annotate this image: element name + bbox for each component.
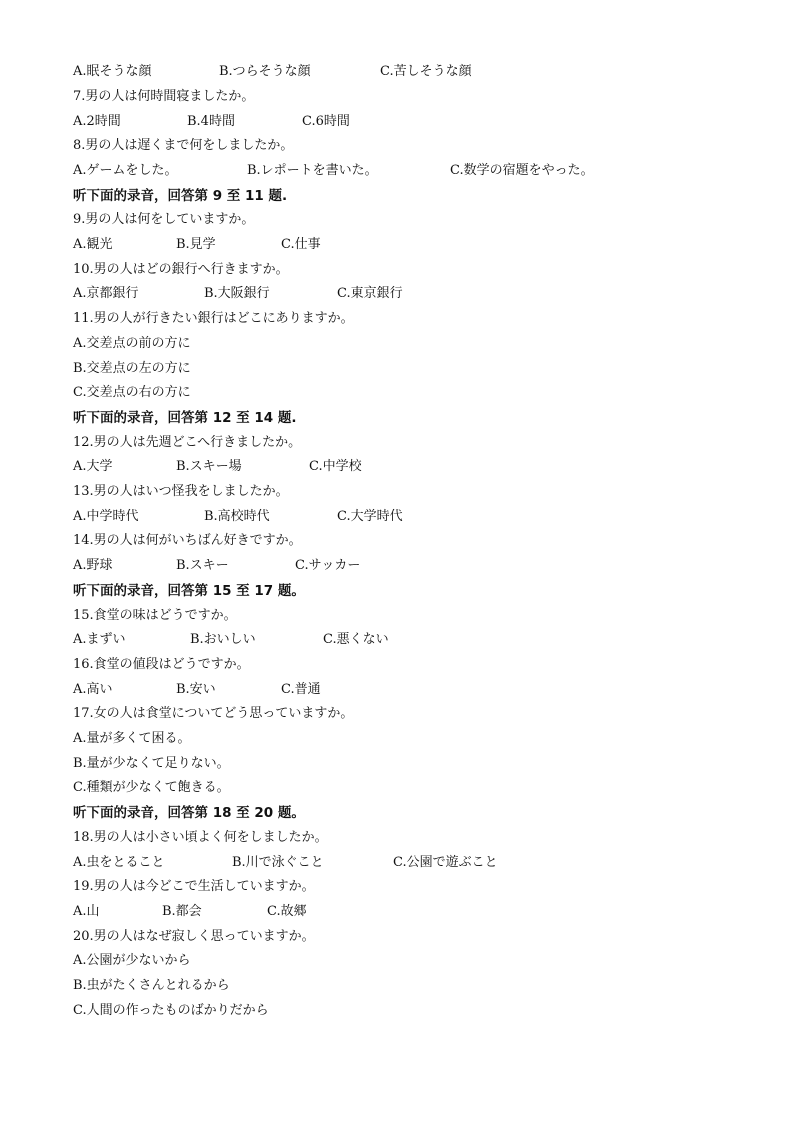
- q13-option-a[interactable]: A.中学時代: [73, 509, 139, 524]
- q9-option-a[interactable]: A.観光: [73, 237, 113, 252]
- q12-option-c[interactable]: C.中学校: [309, 459, 362, 474]
- q15-question: 15.食堂の味はどうですか。: [73, 608, 237, 623]
- q12-option-b[interactable]: B.スキー場: [176, 459, 242, 474]
- q12-question: 12.男の人は先週どこへ行きましたか。: [73, 435, 302, 450]
- q10-option-a[interactable]: A.京都銀行: [73, 286, 139, 301]
- q15-option-c[interactable]: C.悪くない: [323, 632, 389, 647]
- q16-option-c[interactable]: C.普通: [281, 682, 321, 697]
- q10-option-b[interactable]: B.大阪銀行: [204, 286, 270, 301]
- q11-question: 11.男の人が行きたい銀行はどこにありますか。: [73, 311, 354, 326]
- q6-option-c[interactable]: C.苦しそうな顔: [380, 64, 472, 79]
- q17-question: 17.女の人は食堂についてどう思っていますか。: [73, 706, 354, 721]
- q15-option-b[interactable]: B.おいしい: [190, 632, 256, 647]
- q20-question: 20.男の人はなぜ寂しく思っていますか。: [73, 929, 315, 944]
- q17-option-a[interactable]: A.量が多くて困る。: [73, 731, 191, 746]
- q10-question: 10.男の人はどの銀行へ行きますか。: [73, 262, 289, 277]
- q18-option-a[interactable]: A.虫をとること: [73, 855, 165, 870]
- q16-option-b[interactable]: B.安い: [176, 682, 216, 697]
- section-heading-12-14: 听下面的录音，回答第 12 至 14 题.: [73, 410, 297, 426]
- q13-option-c[interactable]: C.大学時代: [337, 509, 403, 524]
- q11-option-b[interactable]: B.交差点の左の方に: [73, 361, 191, 376]
- q19-option-a[interactable]: A.山: [73, 904, 100, 919]
- section-heading-15-17: 听下面的录音，回答第 15 至 17 题。: [73, 583, 305, 599]
- q9-question: 9.男の人は何をしていますか。: [73, 212, 255, 227]
- q18-option-b[interactable]: B.川で泳ぐこと: [232, 855, 324, 870]
- q14-option-b[interactable]: B.スキー: [176, 558, 229, 573]
- q19-question: 19.男の人は今どこで生活していますか。: [73, 879, 315, 894]
- q7-question: 7.男の人は何時間寝ましたか。: [73, 89, 255, 104]
- q20-option-b[interactable]: B.虫がたくさんとれるから: [73, 978, 230, 993]
- q14-question: 14.男の人は何がいちばん好きですか。: [73, 533, 302, 548]
- q18-option-c[interactable]: C.公園で遊ぶこと: [393, 855, 498, 870]
- q18-question: 18.男の人は小さい頃よく何をしましたか。: [73, 830, 328, 845]
- q7-option-c[interactable]: C.6時間: [302, 114, 350, 129]
- q10-option-c[interactable]: C.東京銀行: [337, 286, 403, 301]
- q8-option-c[interactable]: C.数学の宿題をやった。: [450, 163, 594, 178]
- q8-option-b[interactable]: B.レポートを書いた。: [247, 163, 378, 178]
- q11-option-a[interactable]: A.交差点の前の方に: [73, 336, 191, 351]
- q14-option-c[interactable]: C.サッカー: [295, 558, 361, 573]
- q9-option-b[interactable]: B.見学: [176, 237, 216, 252]
- q8-option-a[interactable]: A.ゲームをした。: [73, 163, 178, 178]
- q20-option-a[interactable]: A.公園が少ないから: [73, 953, 191, 968]
- q8-question: 8.男の人は遅くまで何をしましたか。: [73, 138, 294, 153]
- q19-option-b[interactable]: B.都会: [162, 904, 202, 919]
- q15-option-a[interactable]: A.まずい: [73, 632, 126, 647]
- q11-option-c[interactable]: C.交差点の右の方に: [73, 385, 191, 400]
- q19-option-c[interactable]: C.故郷: [267, 904, 307, 919]
- q20-option-c[interactable]: C.人間の作ったものばかりだから: [73, 1003, 269, 1018]
- q16-question: 16.食堂の値段はどうですか。: [73, 657, 250, 672]
- q14-option-a[interactable]: A.野球: [73, 558, 113, 573]
- section-heading-18-20: 听下面的录音，回答第 18 至 20 题。: [73, 805, 305, 821]
- q13-option-b[interactable]: B.高校時代: [204, 509, 270, 524]
- q13-question: 13.男の人はいつ怪我をしましたか。: [73, 484, 289, 499]
- q17-option-b[interactable]: B.量が少なくて足りない。: [73, 756, 230, 771]
- q7-option-a[interactable]: A.2時間: [73, 114, 121, 129]
- q7-option-b[interactable]: B.4時間: [187, 114, 235, 129]
- q16-option-a[interactable]: A.高い: [73, 682, 113, 697]
- section-heading-9-11: 听下面的录音，回答第 9 至 11 题.: [73, 188, 288, 204]
- q17-option-c[interactable]: C.種類が少なくて飽きる。: [73, 780, 230, 795]
- q6-option-b[interactable]: B.つらそうな顔: [219, 64, 311, 79]
- q9-option-c[interactable]: C.仕事: [281, 237, 321, 252]
- q6-option-a[interactable]: A.眠そうな顔: [73, 64, 152, 79]
- q12-option-a[interactable]: A.大学: [73, 459, 113, 474]
